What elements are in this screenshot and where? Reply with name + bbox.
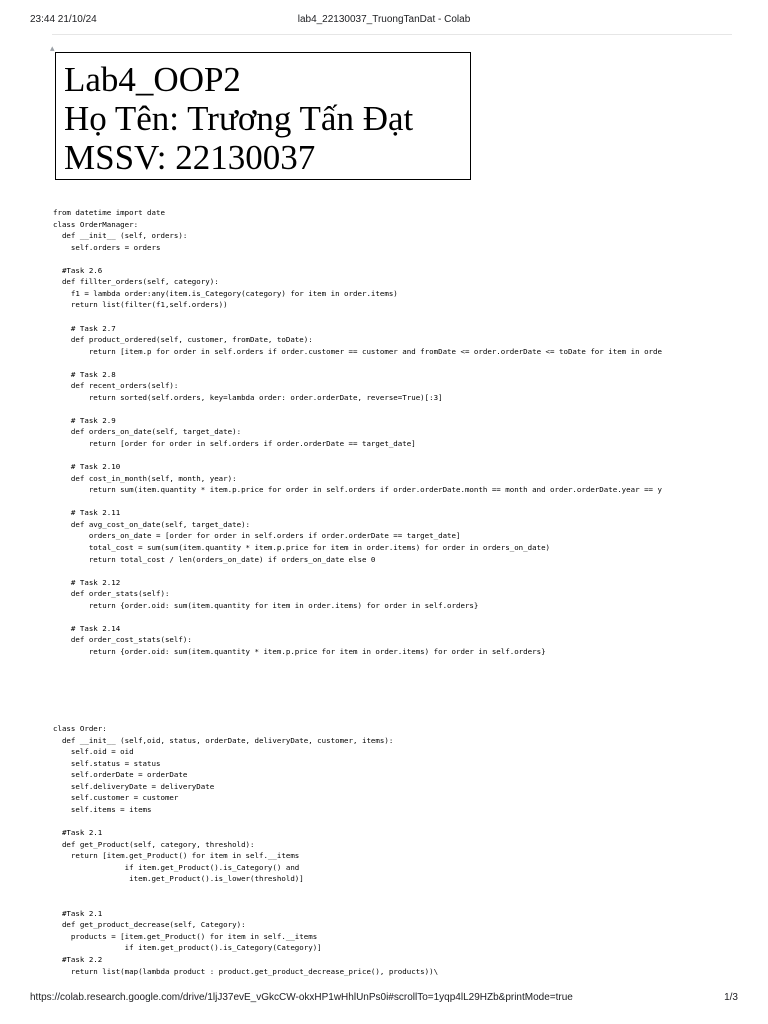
top-divider: [52, 34, 732, 35]
code-line: return {order.oid: sum(item.quantity * item.p.price for item in order.items) for order in self.orders}: [53, 646, 546, 656]
code-line: class OrderManager:: [53, 219, 139, 229]
code-line: self.orders = orders: [53, 242, 161, 252]
code-line: self.deliveryDate = deliveryDate: [53, 781, 215, 791]
cell-collapse-icon[interactable]: ▴: [50, 43, 55, 53]
code-line: return total_cost / len(orders_on_date) if orders_on_date else 0: [53, 554, 376, 564]
code-line: # Task 2.7: [53, 323, 116, 333]
code-line: #Task 2.2: [53, 955, 103, 964]
code-line: #Task 2.1: [53, 908, 103, 918]
print-page-title: lab4_22130037_TruongTanDat - Colab: [297, 14, 471, 25]
code-line: if item.get_Product().is_Category() and: [53, 862, 300, 872]
code-line: def __init__ (self, orders):: [53, 231, 188, 241]
code-line: # Task 2.10: [53, 462, 121, 472]
student-name: Họ Tên: Trương Tấn Đạt: [64, 99, 414, 138]
code-line: return sum(item.quantity * item.p.price for order in self.orders if order.orderDate.month == month and order.orderDate.year == y: [53, 485, 662, 495]
code-line: class Order:: [53, 724, 107, 733]
code-line: def get_product_decrease(self, Category):: [53, 920, 246, 930]
lab-title: Lab4_OOP2: [64, 60, 241, 99]
print-footer: [30, 992, 738, 1006]
code-line: # Task 2.11: [53, 508, 121, 518]
code-line: f1 = lambda order:any(item.is_Category(category) for item in order.items): [53, 288, 398, 298]
code-line: def product_ordered(self, customer, fromDate, toDate):: [53, 335, 313, 345]
code-line: def orders_on_date(self, target_date):: [53, 427, 242, 437]
code-line: #Task 2.6: [53, 265, 103, 275]
code-line: def avg_cost_on_date(self, target_date):: [53, 519, 251, 529]
code-line: self.items = items: [53, 804, 152, 814]
code-line: orders_on_date = [order for order in self.orders if order.orderDate == target_date]: [53, 531, 461, 541]
code-line: return [order for order in self.orders if order.orderDate == target_date]: [53, 439, 416, 448]
code-line: if item.get_product().is_Category(Category)]: [53, 943, 322, 953]
markdown-title-cell: [55, 52, 471, 180]
code-line: def order_cost_stats(self):: [53, 635, 192, 645]
code-line: from datetime import date: [53, 208, 165, 217]
code-line: def fillter_orders(self, category):: [53, 277, 219, 287]
code-line: return {order.oid: sum(item.quantity for item in order.items) for order in self.orders}: [53, 600, 479, 610]
page-number: 1/3: [724, 992, 738, 1003]
code-line: products = [item.get_Product() for item in self.__items: [53, 931, 318, 941]
code-line: # Task 2.9: [53, 415, 116, 425]
code-line: total_cost = sum(sum(item.quantity * item.p.price for item in order.items) for order in orders_on_date): [53, 542, 551, 552]
code-line: # Task 2.14: [53, 623, 121, 633]
student-id: MSSV: 22130037: [64, 138, 316, 177]
code-line: def get_Product(self, category, threshold):: [53, 839, 255, 849]
code-line: return list(filter(f1,self.orders)): [53, 300, 228, 310]
code-line: # Task 2.8: [53, 369, 116, 379]
print-header: [30, 14, 738, 28]
code-line: def recent_orders(self):: [53, 381, 179, 391]
print-datetime: 23:44 21/10/24: [30, 14, 97, 25]
code-line: return sorted(self.orders, key=lambda order: order.orderDate, reverse=True)[:3]: [53, 392, 443, 402]
code-line: return [item.p for order in self.orders if order.customer == customer and fromDate <= order.orderDate <= toDate for item in orde: [53, 346, 662, 356]
code-line: return [item.get_Product() for item in self.__items: [53, 851, 300, 861]
code-line: def order_stats(self):: [53, 589, 170, 599]
code-line: # Task 2.12: [53, 577, 121, 587]
code-line: self.status = status: [53, 758, 161, 768]
print-url: https://colab.research.google.com/drive/1ljJ37evE_vGkcCW-okxHP1wHhlUnPs0i#scrollTo=1yqp4lL29HZb&printMode=true: [30, 992, 573, 1003]
code-line: self.oid = oid: [53, 747, 134, 757]
code-line: self.orderDate = orderDate: [53, 770, 188, 780]
code-line: def cost_in_month(self, month, year):: [53, 473, 237, 483]
code-line: self.customer = customer: [53, 793, 179, 803]
code-line: #Task 2.1: [53, 827, 103, 837]
code-line: return list(map(lambda product : product.get_product_decrease_price(), products))\: [53, 966, 439, 976]
code-line: def __init__ (self,oid, status, orderDate, deliveryDate, customer, items):: [53, 735, 394, 745]
code-line: item.get_Product().is_lower(threshold)]: [53, 874, 304, 884]
